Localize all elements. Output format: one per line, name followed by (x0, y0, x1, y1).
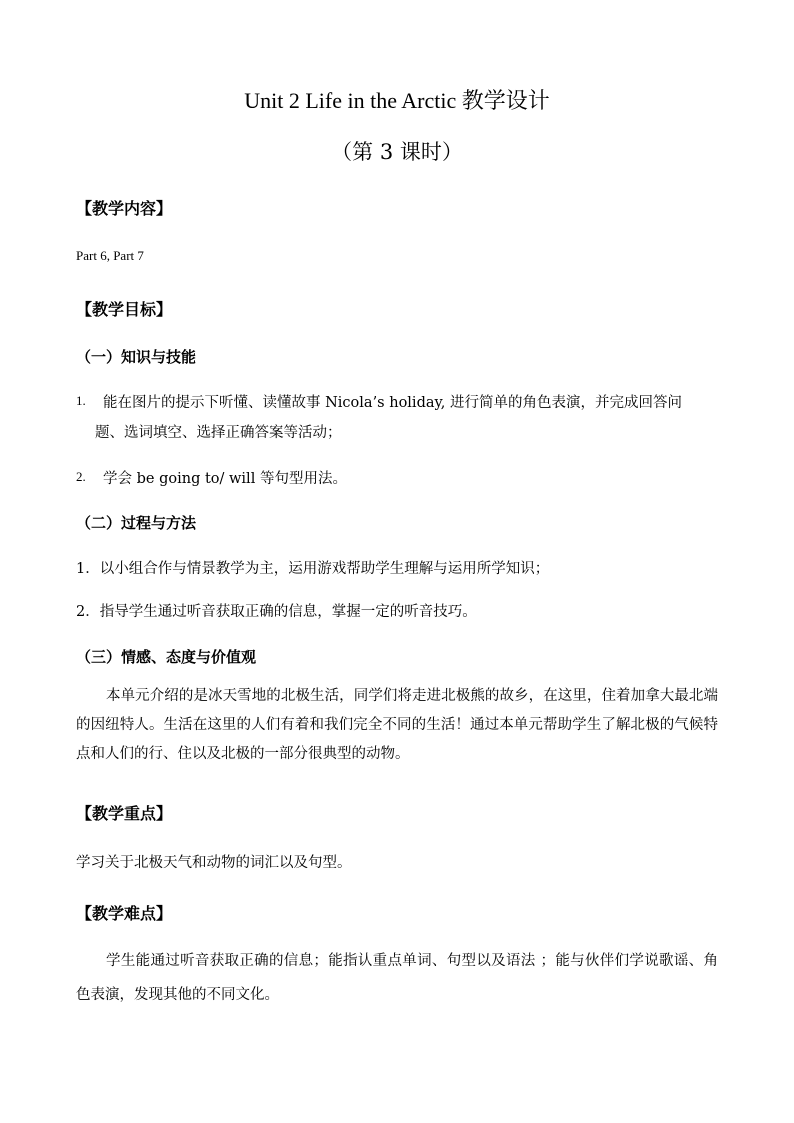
knowledge-item-number: 1. (76, 393, 86, 408)
content-text: Part 6, Part 7 (76, 248, 144, 263)
process-item: 2．指导学生通过听音获取正确的信息，掌握一定的听音技巧。 (76, 604, 477, 620)
section-heading-difficulties: 【教学难点】 (76, 904, 173, 923)
knowledge-item-number: 2. (76, 469, 86, 484)
subheading-emotion: （三）情感、态度与价值观 (76, 648, 257, 666)
knowledge-item-line: 能在图片的提示下听懂、读懂故事 Nicola’s holiday, 进行简单的角色表演，并完成回答问 (103, 395, 682, 411)
document-subtitle: （第 3 课时） (331, 140, 463, 164)
emotion-paragraph: 本单元介绍的是冰天雪地的北极生活，同学们将走进北极熊的故乡，在这里，住着加拿大最北端的因纽特人。生活在这里的人们有着和我们完全不同的生活！通过本单元帮助学生了解北极的气候特点和人们的行、住以及北极的一部分很典型的动物。 (76, 688, 718, 762)
key-points-text: 学习关于北极天气和动物的词汇以及句型。 (76, 855, 352, 871)
knowledge-item-line: 题、选词填空、选择正确答案等活动； (95, 425, 342, 441)
difficulties-paragraph: 学生能通过听音获取正确的信息；能指认重点单词、句型以及语法 ；能与伙伴们学说歌谣、角色表演，发现其他的不同文化。 (76, 953, 718, 1003)
section-heading-goals: 【教学目标】 (76, 300, 173, 319)
section-heading-content: 【教学内容】 (76, 199, 173, 218)
subheading-process: （二）过程与方法 (76, 514, 197, 532)
knowledge-item-line: 学会 be going to/ will 等句型用法。 (103, 471, 347, 487)
document-title: Unit 2 Life in the Arctic 教学设计 (244, 88, 550, 113)
process-item: 1．以小组合作与情景教学为主，运用游戏帮助学生理解与运用所学知识； (76, 561, 550, 577)
section-heading-key-points: 【教学重点】 (76, 804, 173, 823)
subheading-knowledge: （一）知识与技能 (76, 348, 197, 366)
